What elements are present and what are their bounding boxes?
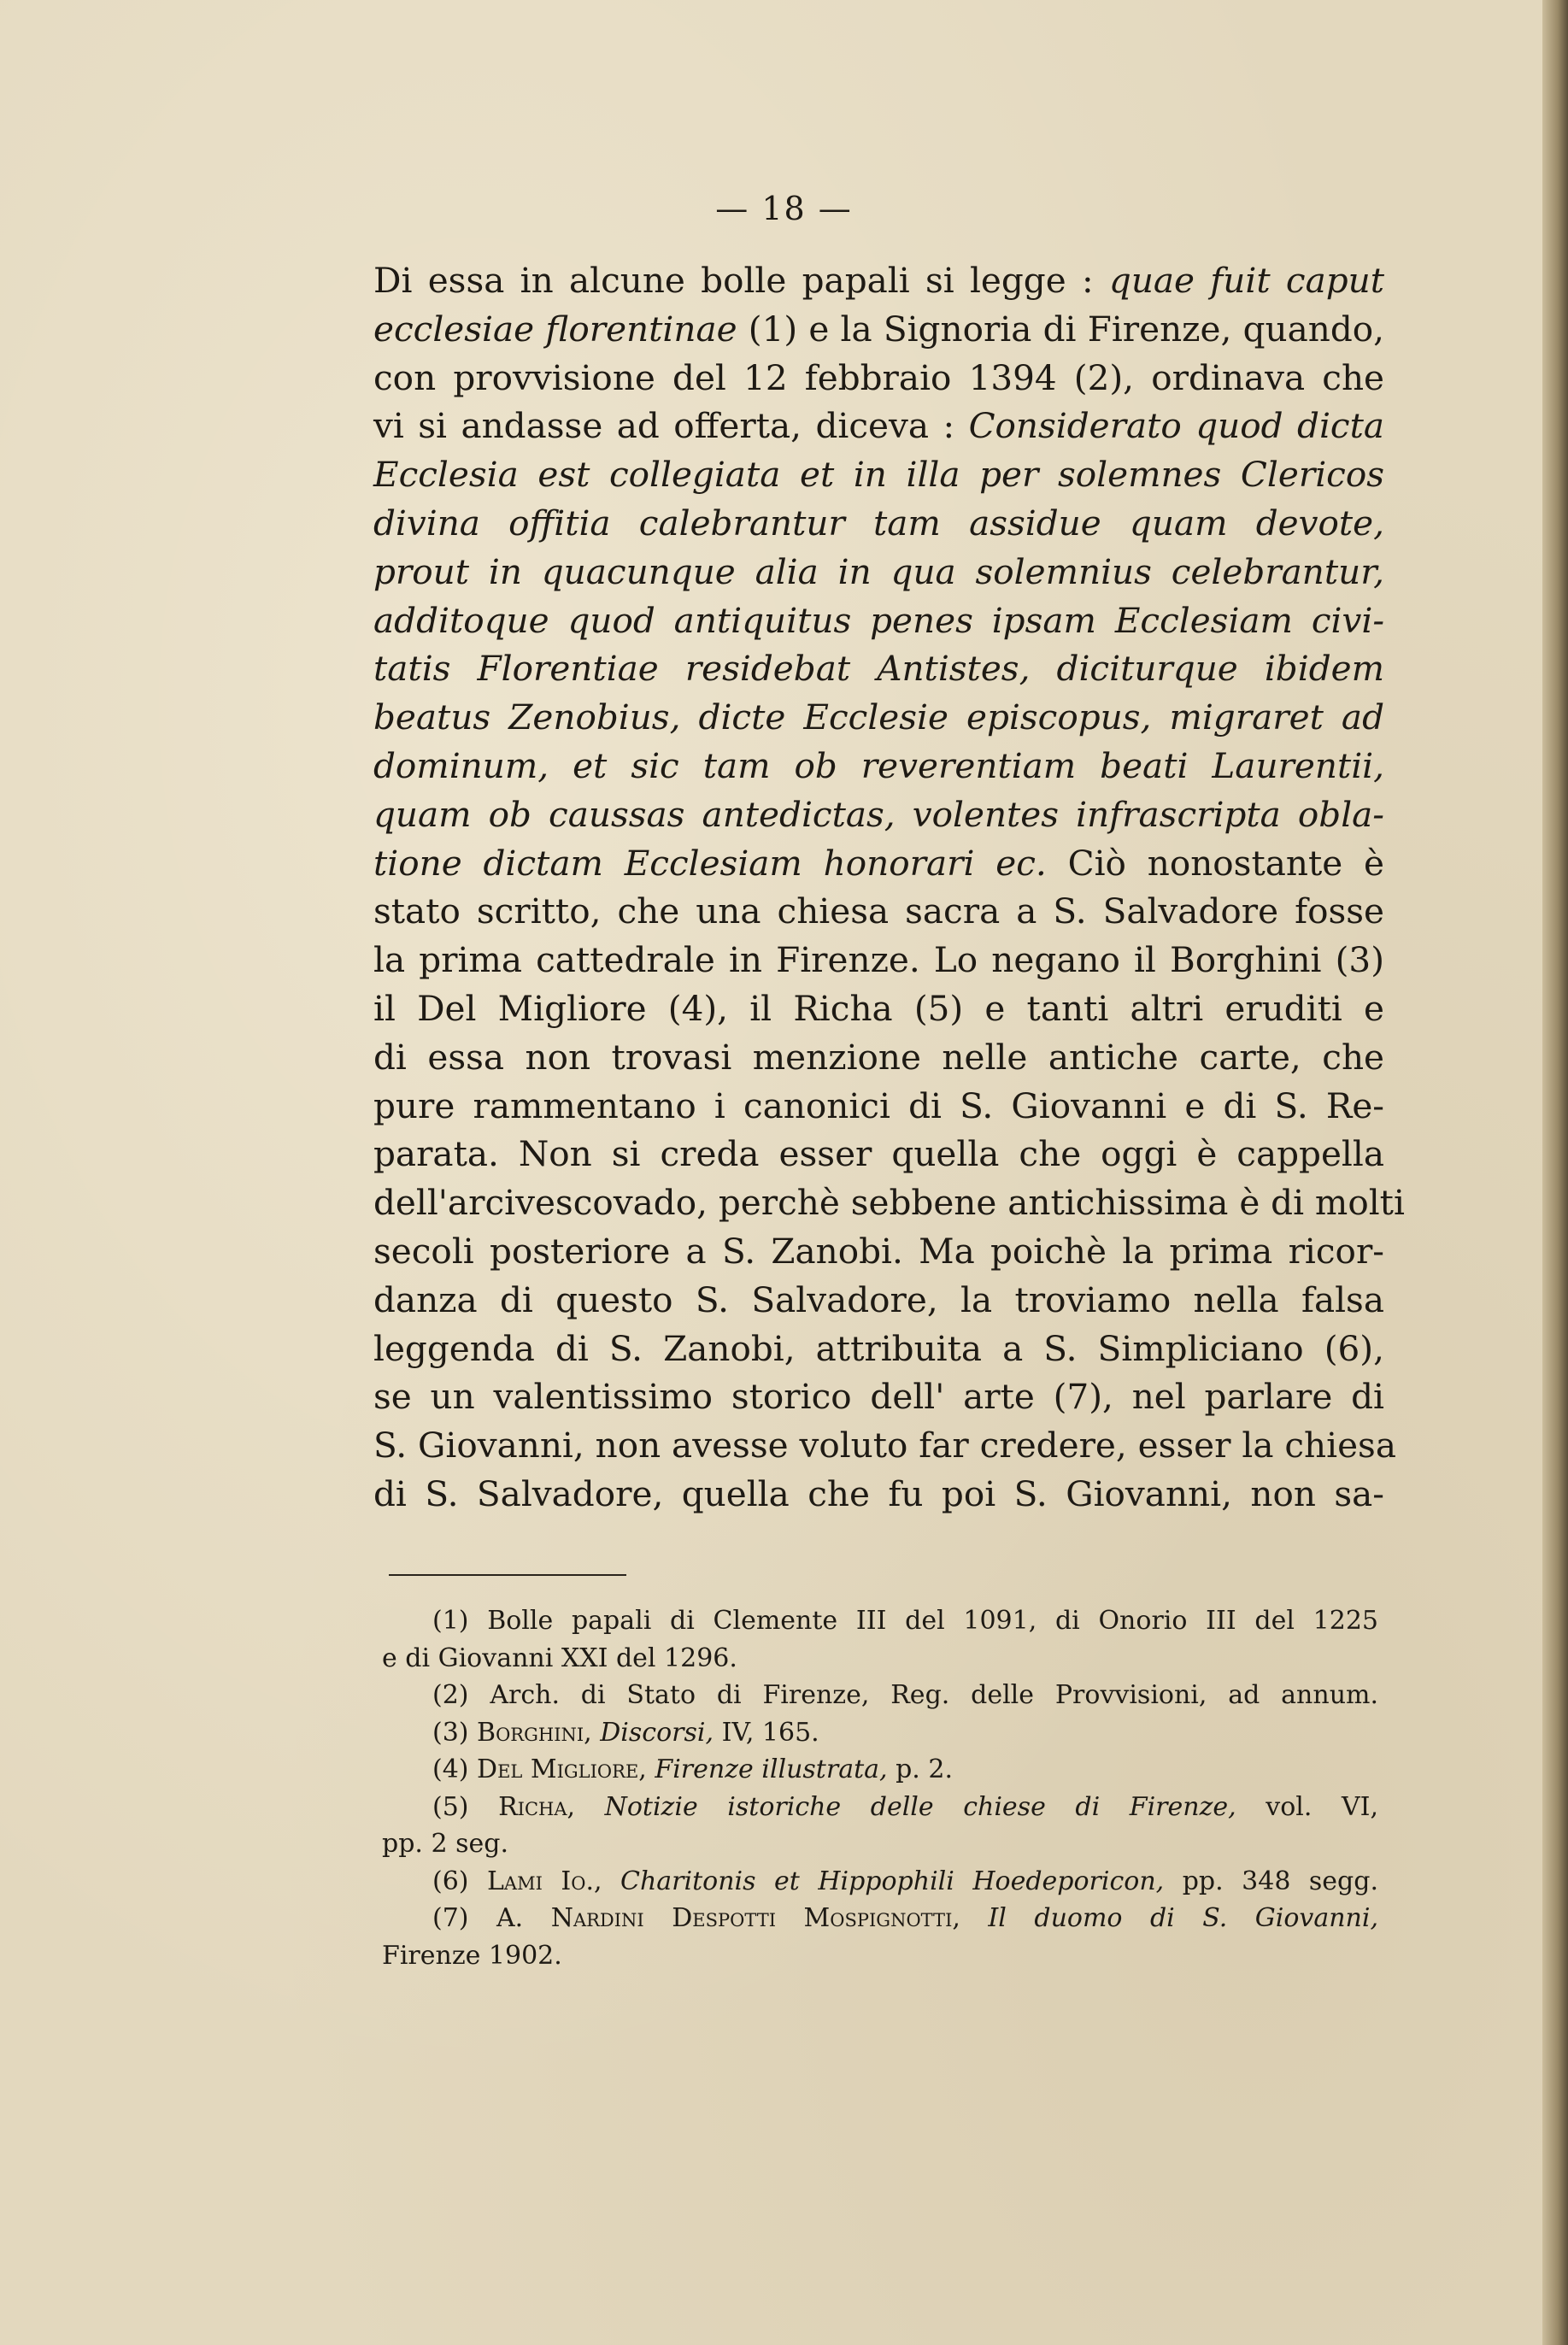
citation-detail: IV, 165. [714, 1717, 819, 1748]
work-title: Firenze illustrata, [655, 1754, 888, 1784]
latin-line: prout in quacunque alia in qua solemnius celebrantur, [373, 550, 1384, 592]
footnote-2: (2) Arch. di Stato di Firenze, Reg. delle Provvisioni, ad annum. [432, 1680, 1378, 1710]
text-span: Di essa in alcune bolle papali si legge : [373, 260, 1109, 301]
text-line: dell'arcivescovado, perchè sebbene antichissima è di molti [373, 1182, 1405, 1224]
latin-line: divina offitia calebrantur tam assidue quam devote, [373, 502, 1384, 544]
text-line: la prima cattedrale in Firenze. Lo negano il Borghini (3) [373, 939, 1384, 981]
work-title: Notizie istoriche delle chiese di Firenze, [604, 1791, 1236, 1822]
text-line: danza di questo S. Salvadore, la troviamo nella falsa [373, 1278, 1384, 1320]
author-name: Richa, [498, 1791, 576, 1822]
spacer [960, 1903, 989, 1933]
text-line: se un valentissimo storico dell' arte (7), nel parlare di [373, 1376, 1384, 1418]
text-line: pure rammentano i canonici di S. Giovanni e di S. Re- [373, 1084, 1384, 1126]
main-text [373, 256, 1405, 1519]
text-line: di S. Salvadore, quella che fu poi S. Giovanni, non sa- [373, 1472, 1384, 1514]
page-edge-shadow [1542, 0, 1568, 2345]
footnote-6 [382, 1863, 1378, 1901]
latin-line: quam ob caussas antedictas, volentes infrascripta obla- [373, 793, 1384, 835]
text-line [373, 305, 1384, 354]
author-name: A. Nardini Despotti Mospignotti, [496, 1903, 960, 1933]
text-line [373, 256, 1384, 305]
spacer [575, 1792, 605, 1822]
footnote-7 [382, 1900, 1378, 1937]
citation-detail: p. 2. [887, 1754, 953, 1784]
latin-quote: Considerato quod dicta [968, 405, 1384, 447]
footnote-7-cont: Firenze 1902. [382, 1940, 562, 1971]
text-line: S. Giovanni, non avesse voluto far credere, esser la chiesa [373, 1425, 1396, 1466]
spacer [647, 1754, 655, 1784]
work-title: Discorsi, [600, 1717, 714, 1748]
footnote-1-cont: e di Giovanni XXI del 1296. [382, 1643, 737, 1673]
footnotes [382, 1602, 1378, 1974]
text-line: il Del Migliore (4), il Richa (5) e tanti altri eruditi e [373, 987, 1384, 1029]
footnote-5 [382, 1789, 1378, 1826]
text-line: secoli posteriore a S. Zanobi. Ma poichè la prima ricor- [373, 1230, 1384, 1272]
work-title: Il duomo di S. Giovanni, [988, 1903, 1379, 1933]
spacer [592, 1718, 601, 1748]
page-number: — 18 — [715, 190, 853, 227]
citation-detail: vol. VI, [1236, 1791, 1379, 1822]
text-line: stato scritto, che una chiesa sacra a S. Salvadore fosse [373, 890, 1384, 932]
footnote-1: (1) Bolle papali di Clemente III del 1091, di Onorio III del 1225 [432, 1606, 1378, 1636]
spacer [602, 1866, 621, 1896]
latin-line: Ecclesia est collegiata et in illa per solemnes Clericos [373, 454, 1384, 496]
text-line [373, 402, 1384, 450]
text-line: con provvisione del 12 febbraio 1394 (2), ordinava che [373, 356, 1384, 398]
text-span: Ciò nonostante è [1046, 842, 1384, 884]
work-title: Charitonis et Hippophili Hoedeporicon, [620, 1866, 1165, 1896]
author-name: Lami Io., [487, 1866, 602, 1896]
footnote-marker: (4) [432, 1754, 478, 1784]
text-span: vi si andasse ad offerta, diceva : [373, 405, 969, 447]
text-span: (1) e la Signoria di Firenze, quando, [737, 308, 1384, 350]
latin-quote: tione dictam Ecclesiam honorari ec. [373, 842, 1047, 884]
footnote-marker: (5) [432, 1791, 499, 1822]
footnote-marker: (3) [432, 1717, 478, 1748]
author-name: Del Migliore, [477, 1754, 647, 1784]
text-line [373, 839, 1384, 888]
footnote-4 [382, 1751, 1378, 1789]
citation-detail: pp. 348 segg. [1164, 1866, 1378, 1896]
footnote-divider [389, 1574, 626, 1576]
footnote-marker: (6) [432, 1866, 487, 1896]
text-line: leggenda di S. Zanobi, attribuita a S. Simpliciano (6), [373, 1327, 1384, 1369]
latin-line: dominum, et sic tam ob reverentiam beati Laurentii, [373, 744, 1384, 786]
latin-quote: quae fuit caput [1108, 260, 1384, 301]
latin-line: tatis Florentiae residebat Antistes, diciturque ibidem [373, 648, 1384, 690]
footnote-marker: (7) [432, 1903, 496, 1933]
latin-line: beatus Zenobius, dicte Ecclesie episcopus, migraret ad [373, 696, 1384, 738]
author-name: Borghini, [477, 1717, 592, 1748]
latin-quote: ecclesiae florentinae [373, 308, 737, 350]
footnote-3 [382, 1714, 1378, 1752]
footnote-5-cont: pp. 2 seg. [382, 1829, 508, 1859]
text-line: parata. Non si creda esser quella che oggi è cappella [373, 1133, 1384, 1175]
text-line: di essa non trovasi menzione nelle antiche carte, che [373, 1036, 1384, 1078]
latin-line: additoque quod antiquitus penes ipsam Ecclesiam civi- [373, 599, 1384, 641]
